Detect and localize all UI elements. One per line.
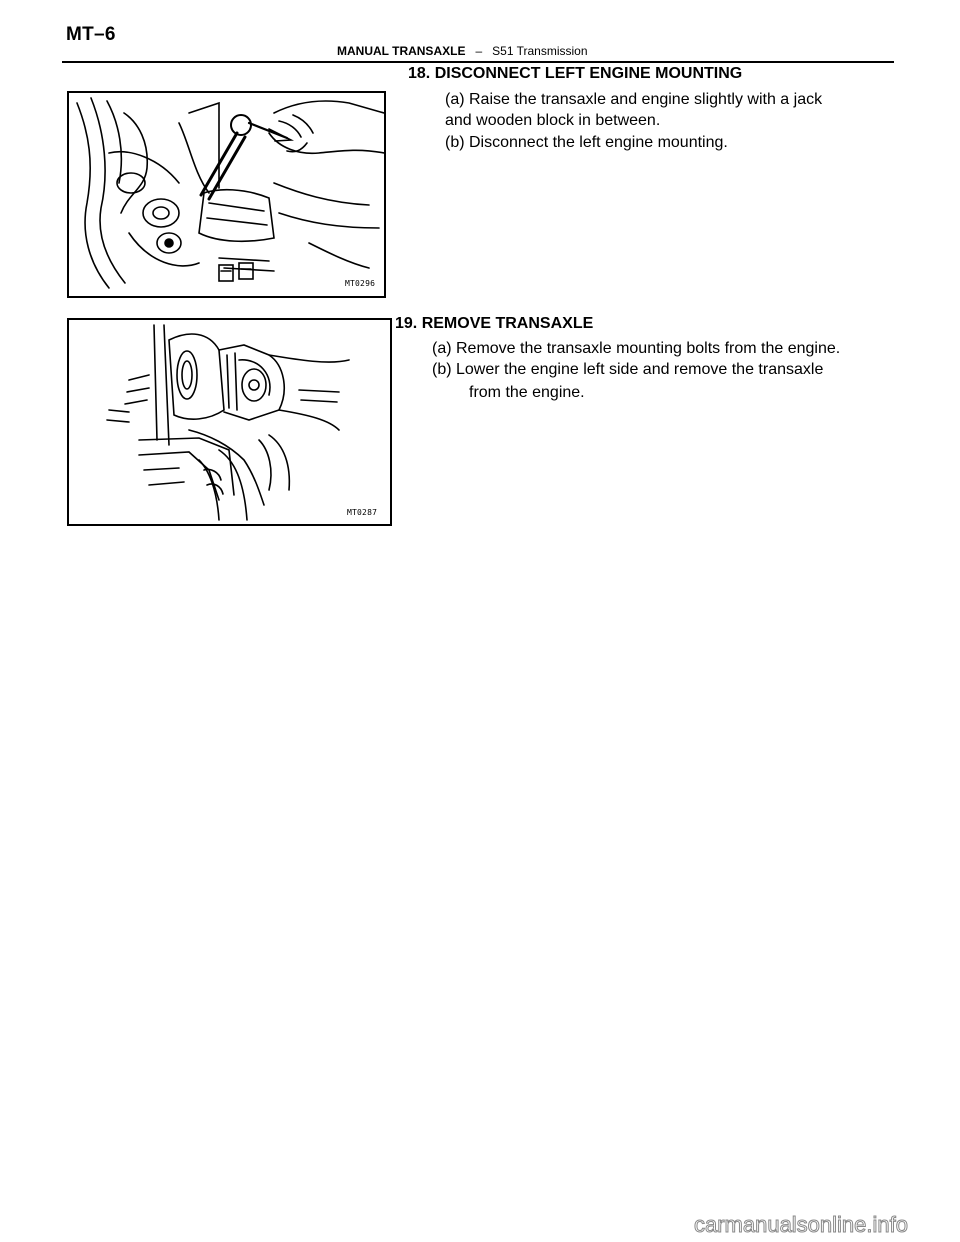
subsection-title: S51 Transmission bbox=[492, 44, 588, 58]
illustration-transaxle-removal bbox=[69, 320, 390, 524]
header-separator: – bbox=[475, 44, 483, 58]
step-18-line-b: (b) Disconnect the left engine mounting. bbox=[445, 134, 728, 151]
illustration-engine-mounting bbox=[69, 93, 384, 296]
figure-code: MT0287 bbox=[347, 508, 378, 517]
step-18-line-a: (a) Raise the transaxle and engine slightly with a jack bbox=[445, 91, 823, 108]
step-18-line-a-cont: and wooden block in between. bbox=[445, 112, 661, 129]
step-19-line-b: (b) Lower the engine left side and remove the transaxle bbox=[432, 361, 824, 378]
footer-watermark: carmanualsonline.info bbox=[693, 1212, 908, 1237]
section-header bbox=[337, 44, 588, 58]
step-18-title: 18. DISCONNECT LEFT ENGINE MOUNTING bbox=[408, 65, 743, 82]
figure-transaxle-removal bbox=[67, 318, 392, 526]
step-19-line-a: (a) Remove the transaxle mounting bolts from the engine. bbox=[432, 340, 841, 357]
figure-engine-mounting bbox=[67, 91, 386, 298]
page-number: MT–6 bbox=[66, 24, 116, 45]
figure-code: MT0296 bbox=[345, 279, 376, 288]
section-title: MANUAL TRANSAXLE bbox=[337, 44, 466, 58]
header-rule bbox=[62, 61, 894, 63]
step-19-line-b-cont: from the engine. bbox=[469, 384, 585, 401]
step-19-title: 19. REMOVE TRANSAXLE bbox=[395, 315, 594, 332]
